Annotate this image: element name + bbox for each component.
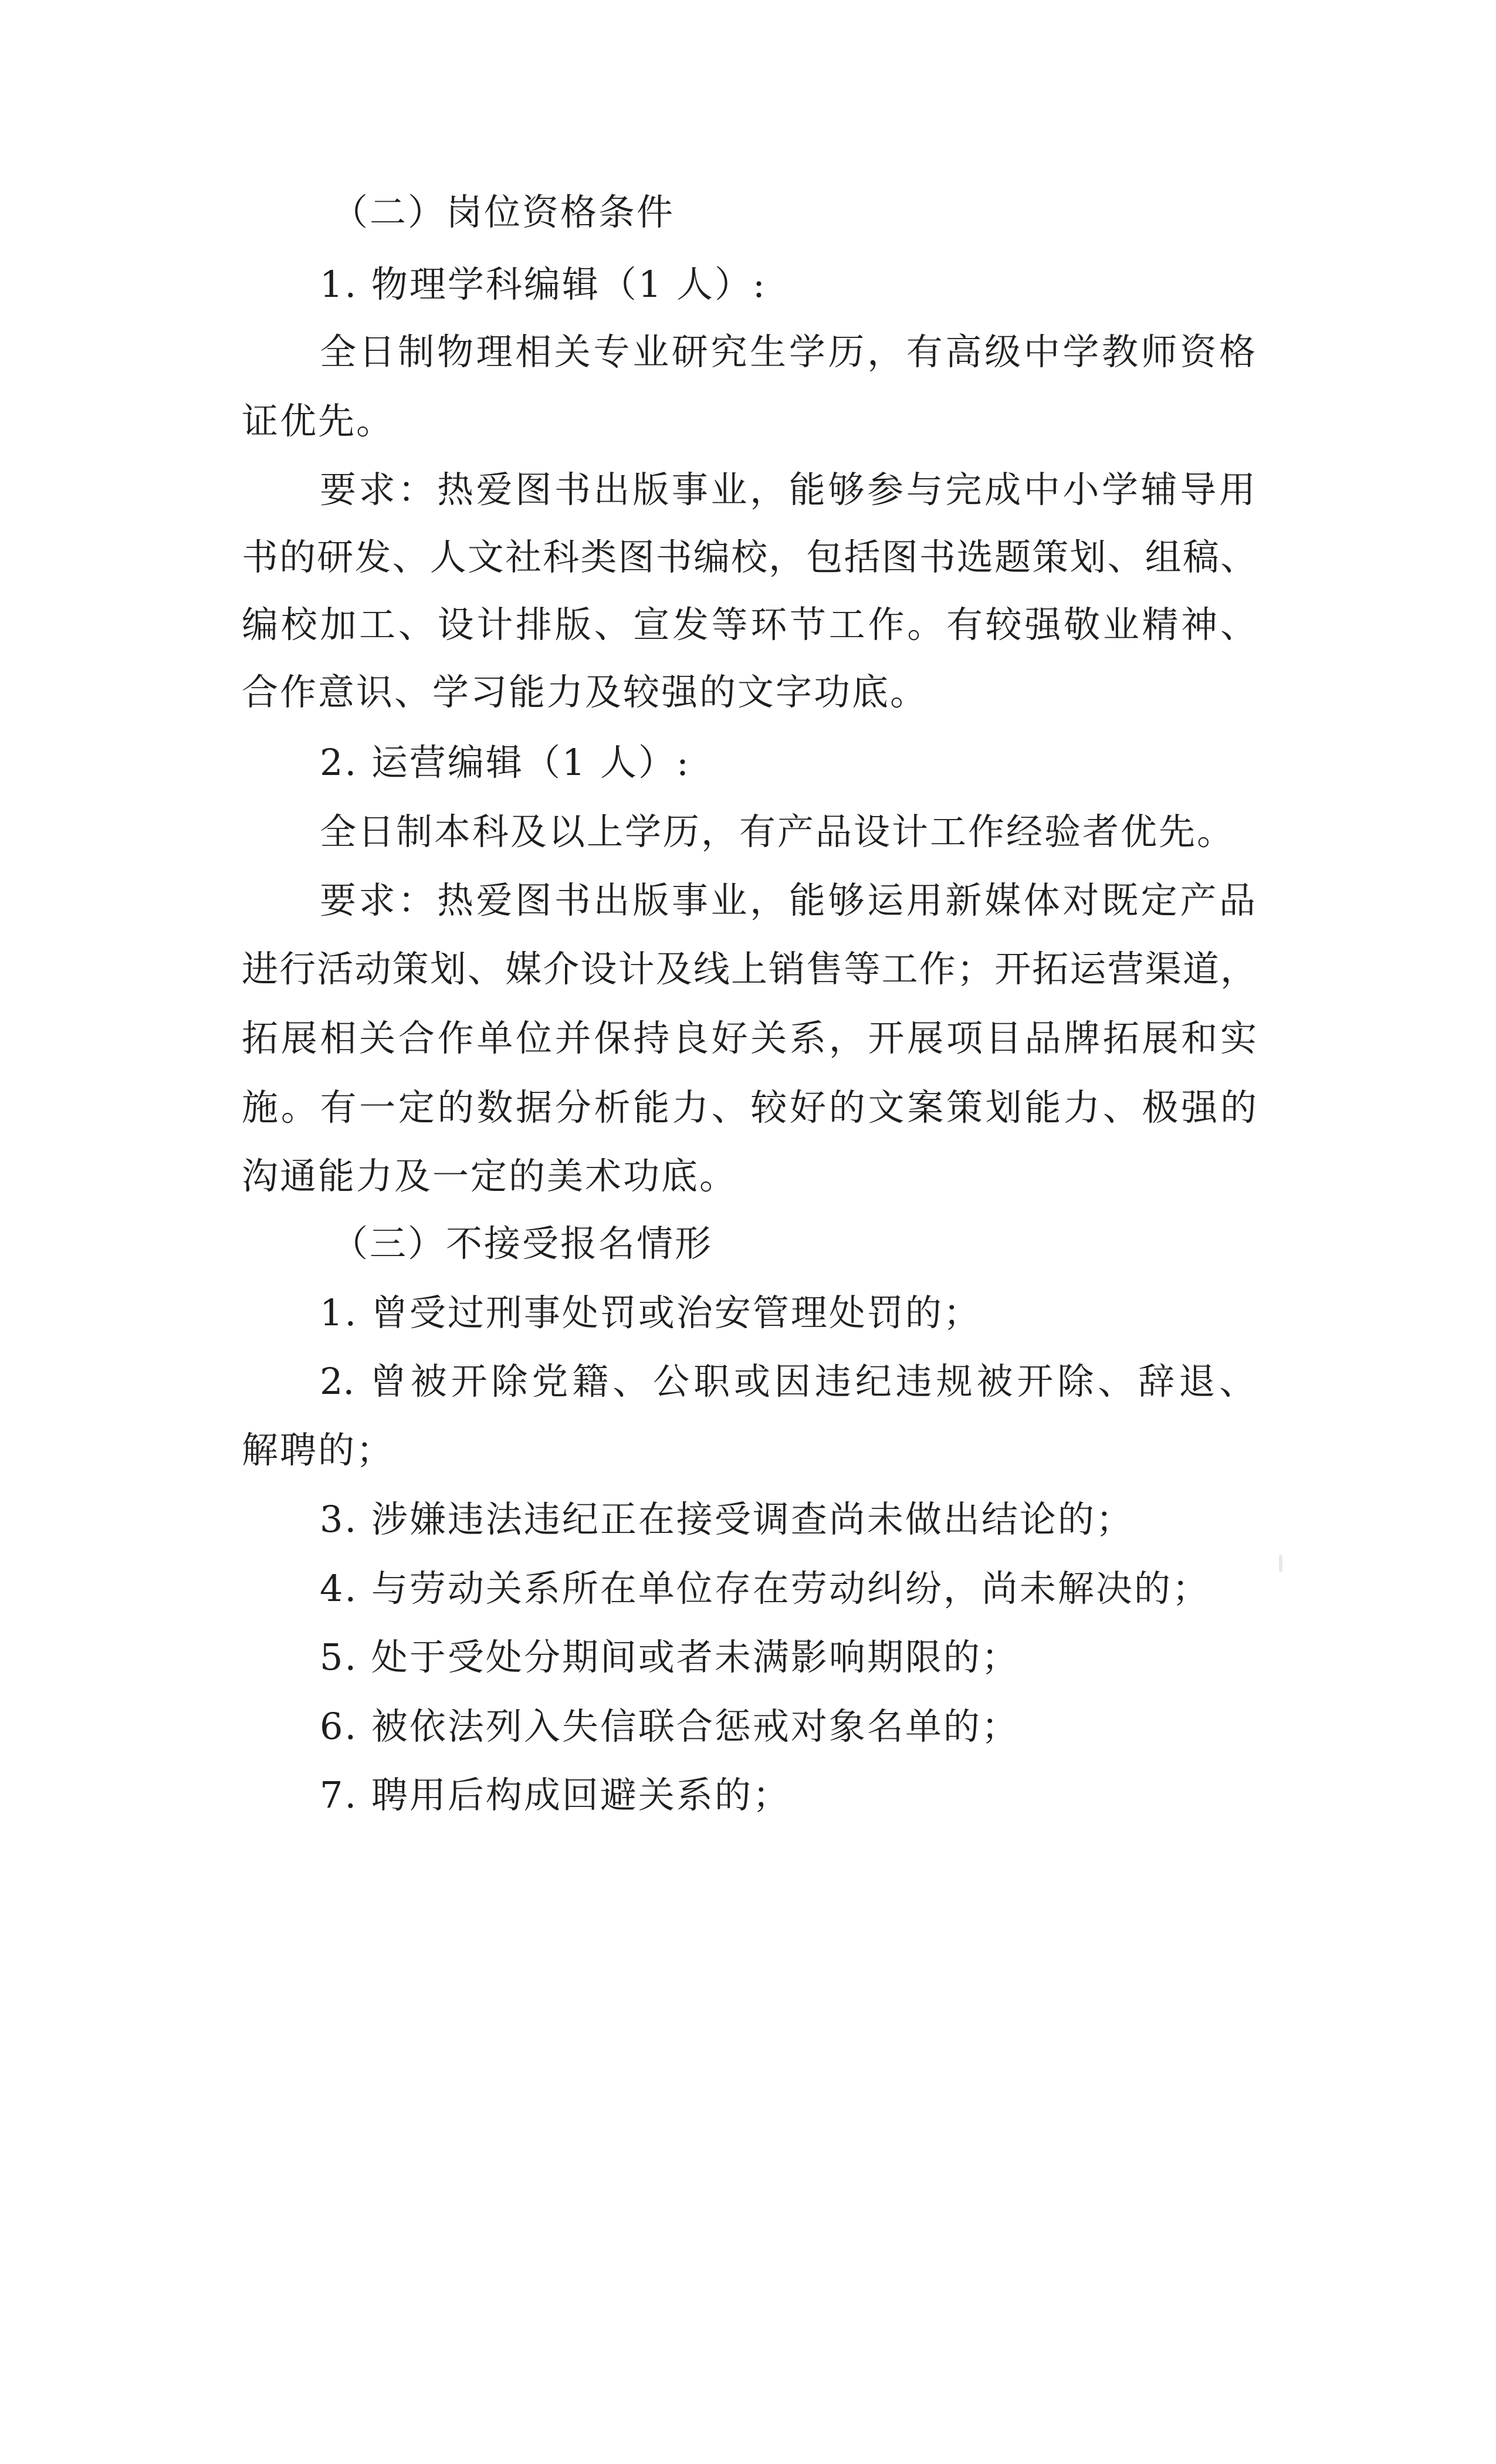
- position-title-physics-editor: 1. 物理学科编辑（1 人）:: [320, 263, 767, 306]
- paragraph-line: 书的研发、人文社科类图书编校，包括图书选题策划、组稿、: [242, 536, 1257, 578]
- paragraph-line: 施。有一定的数据分析能力、较好的文案策划能力、极强的: [242, 1086, 1257, 1129]
- list-item: 3. 涉嫌违法违纪正在接受调查尚未做出结论的；: [320, 1498, 1134, 1541]
- paragraph-line: 证优先。: [242, 400, 395, 442]
- paragraph-line: 进行活动策划、媒介设计及线上销售等工作；开拓运营渠道，: [242, 947, 1257, 990]
- paragraph-line: 沟通能力及一定的美术功底。: [242, 1155, 738, 1197]
- list-item: 6. 被依法列入失信联合惩戒对象名单的；: [320, 1705, 1020, 1748]
- list-item: 5. 处于受处分期间或者未满影响期限的；: [320, 1636, 1020, 1678]
- list-item: 1. 曾受过刑事处罚或治安管理处罚的；: [320, 1291, 981, 1334]
- list-item: 4. 与劳动关系所在单位存在劳动纠纷，尚未解决的；: [320, 1567, 1210, 1610]
- position-title-operations-editor: 2. 运营编辑（1 人）:: [320, 741, 691, 784]
- section-heading-qualifications: （二）岗位资格条件: [331, 191, 675, 233]
- paragraph-line: 要求：热爱图书出版事业，能够参与完成中小学辅导用: [320, 468, 1255, 511]
- scan-mark: [1279, 1555, 1282, 1572]
- paragraph-line: 要求：热爱图书出版事业，能够运用新媒体对既定产品: [320, 879, 1255, 922]
- section-heading-ineligible: （三）不接受报名情形: [331, 1222, 713, 1265]
- list-item: 2. 曾被开除党籍、公职或因违纪违规被开除、辞退、: [320, 1360, 1255, 1403]
- paragraph-line: 全日制本科及以上学历，有产品设计工作经验者优先。: [320, 810, 1236, 853]
- list-item-continuation: 解聘的；: [242, 1429, 395, 1471]
- paragraph-line: 合作意识、学习能力及较强的文字功底。: [242, 671, 929, 713]
- paragraph-line: 编校加工、设计排版、宣发等环节工作。有较强敬业精神、: [242, 603, 1257, 646]
- list-item: 7. 聘用后构成回避关系的；: [320, 1773, 791, 1816]
- paragraph-line: 拓展相关合作单位并保持良好关系，开展项目品牌拓展和实: [242, 1017, 1257, 1060]
- paragraph-line: 全日制物理相关专业研究生学历，有高级中学教师资格: [320, 330, 1255, 373]
